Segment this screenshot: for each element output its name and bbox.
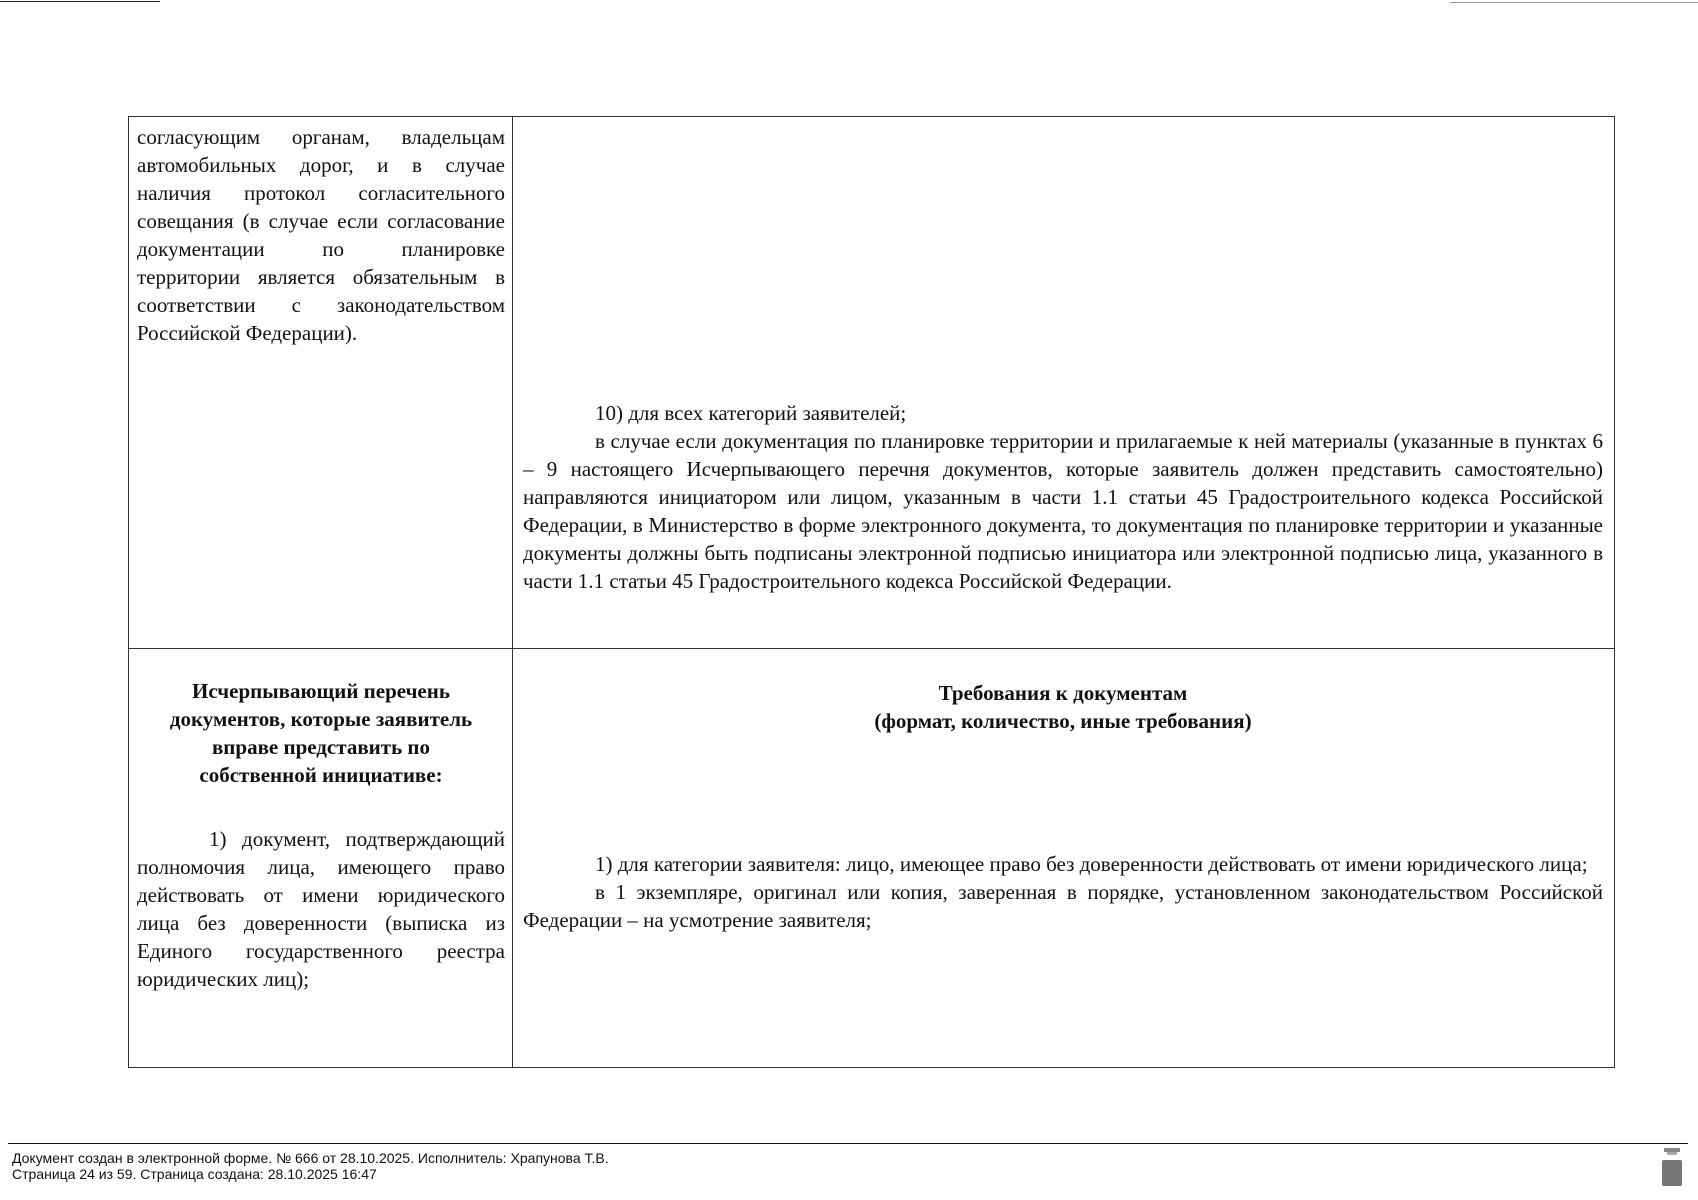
cell-right-content <box>523 679 1603 934</box>
document-stamp-icon <box>1662 1148 1682 1186</box>
paragraph: 1) для категории заявителя: лицо, имеющее право без доверенности действовать от имени юридического лица; <box>595 852 1588 876</box>
footer-line: Документ создан в электронной форме. № 666 от 28.10.2025. Исполнитель: Храпунова Т.В. <box>12 1150 609 1166</box>
paragraph: в случае если документация по планировке территории и прилагаемые к ней материалы (указанные в пунктах 6 – 9 настоящего Исчерпывающего перечня документов, которые заявитель должен представить самостоятельно) направляются инициатором или лицом, указанным в части 1.1 статьи 45 Градостроительного кодекса Российской Федерации, в Министерство в форме электронного документа, то документация по планировке территории и указанные документы должны быть подписаны электронной подписью инициатора или электронной подписью лица, указанного в части 1.1 статьи 45 Градостроительного кодекса Российской Федерации. <box>523 429 1603 593</box>
document-footer <box>12 1150 609 1182</box>
cell-left-content <box>137 677 505 993</box>
cell-left-text: согласующим органам, владельцам автомобильных дорог, и в случае наличия протокол согласительного совещания (в случае если согласование документации по планировке территории является обязательным в соответствии с законодательством Российской Федерации). <box>137 125 505 345</box>
footer-divider <box>8 1143 1688 1144</box>
scan-artifact-line <box>1450 2 1698 3</box>
cell-right-content <box>523 399 1603 595</box>
section-heading: Исчерпывающий перечень документов, которые заявитель вправе представить по собственной инициативе: <box>169 679 473 787</box>
footer-line: Страница 24 из 59. Страница создана: 28.10.2025 16:47 <box>12 1166 377 1182</box>
paragraph: 1) документ, подтверждающий полномочия лица, имеющего право действовать от имени юридического лица без доверенности (выписка из Единого государственного реестра юридических лиц); <box>137 827 505 991</box>
column-divider <box>512 117 513 648</box>
table-row-top <box>128 116 1615 649</box>
paragraph: в 1 экземпляре, оригинал или копия, заверенная в порядке, установленном законодательством Российской Федерации – на усмотрение заявителя; <box>523 880 1603 932</box>
table-row-bottom <box>128 648 1615 1068</box>
column-divider <box>512 649 513 1067</box>
section-heading: Требования к документам <box>938 681 1188 705</box>
paragraph: 10) для всех категорий заявителей; <box>595 401 907 425</box>
scan-artifact-line <box>0 1 160 2</box>
section-subheading: (формат, количество, иные требования) <box>874 709 1252 733</box>
